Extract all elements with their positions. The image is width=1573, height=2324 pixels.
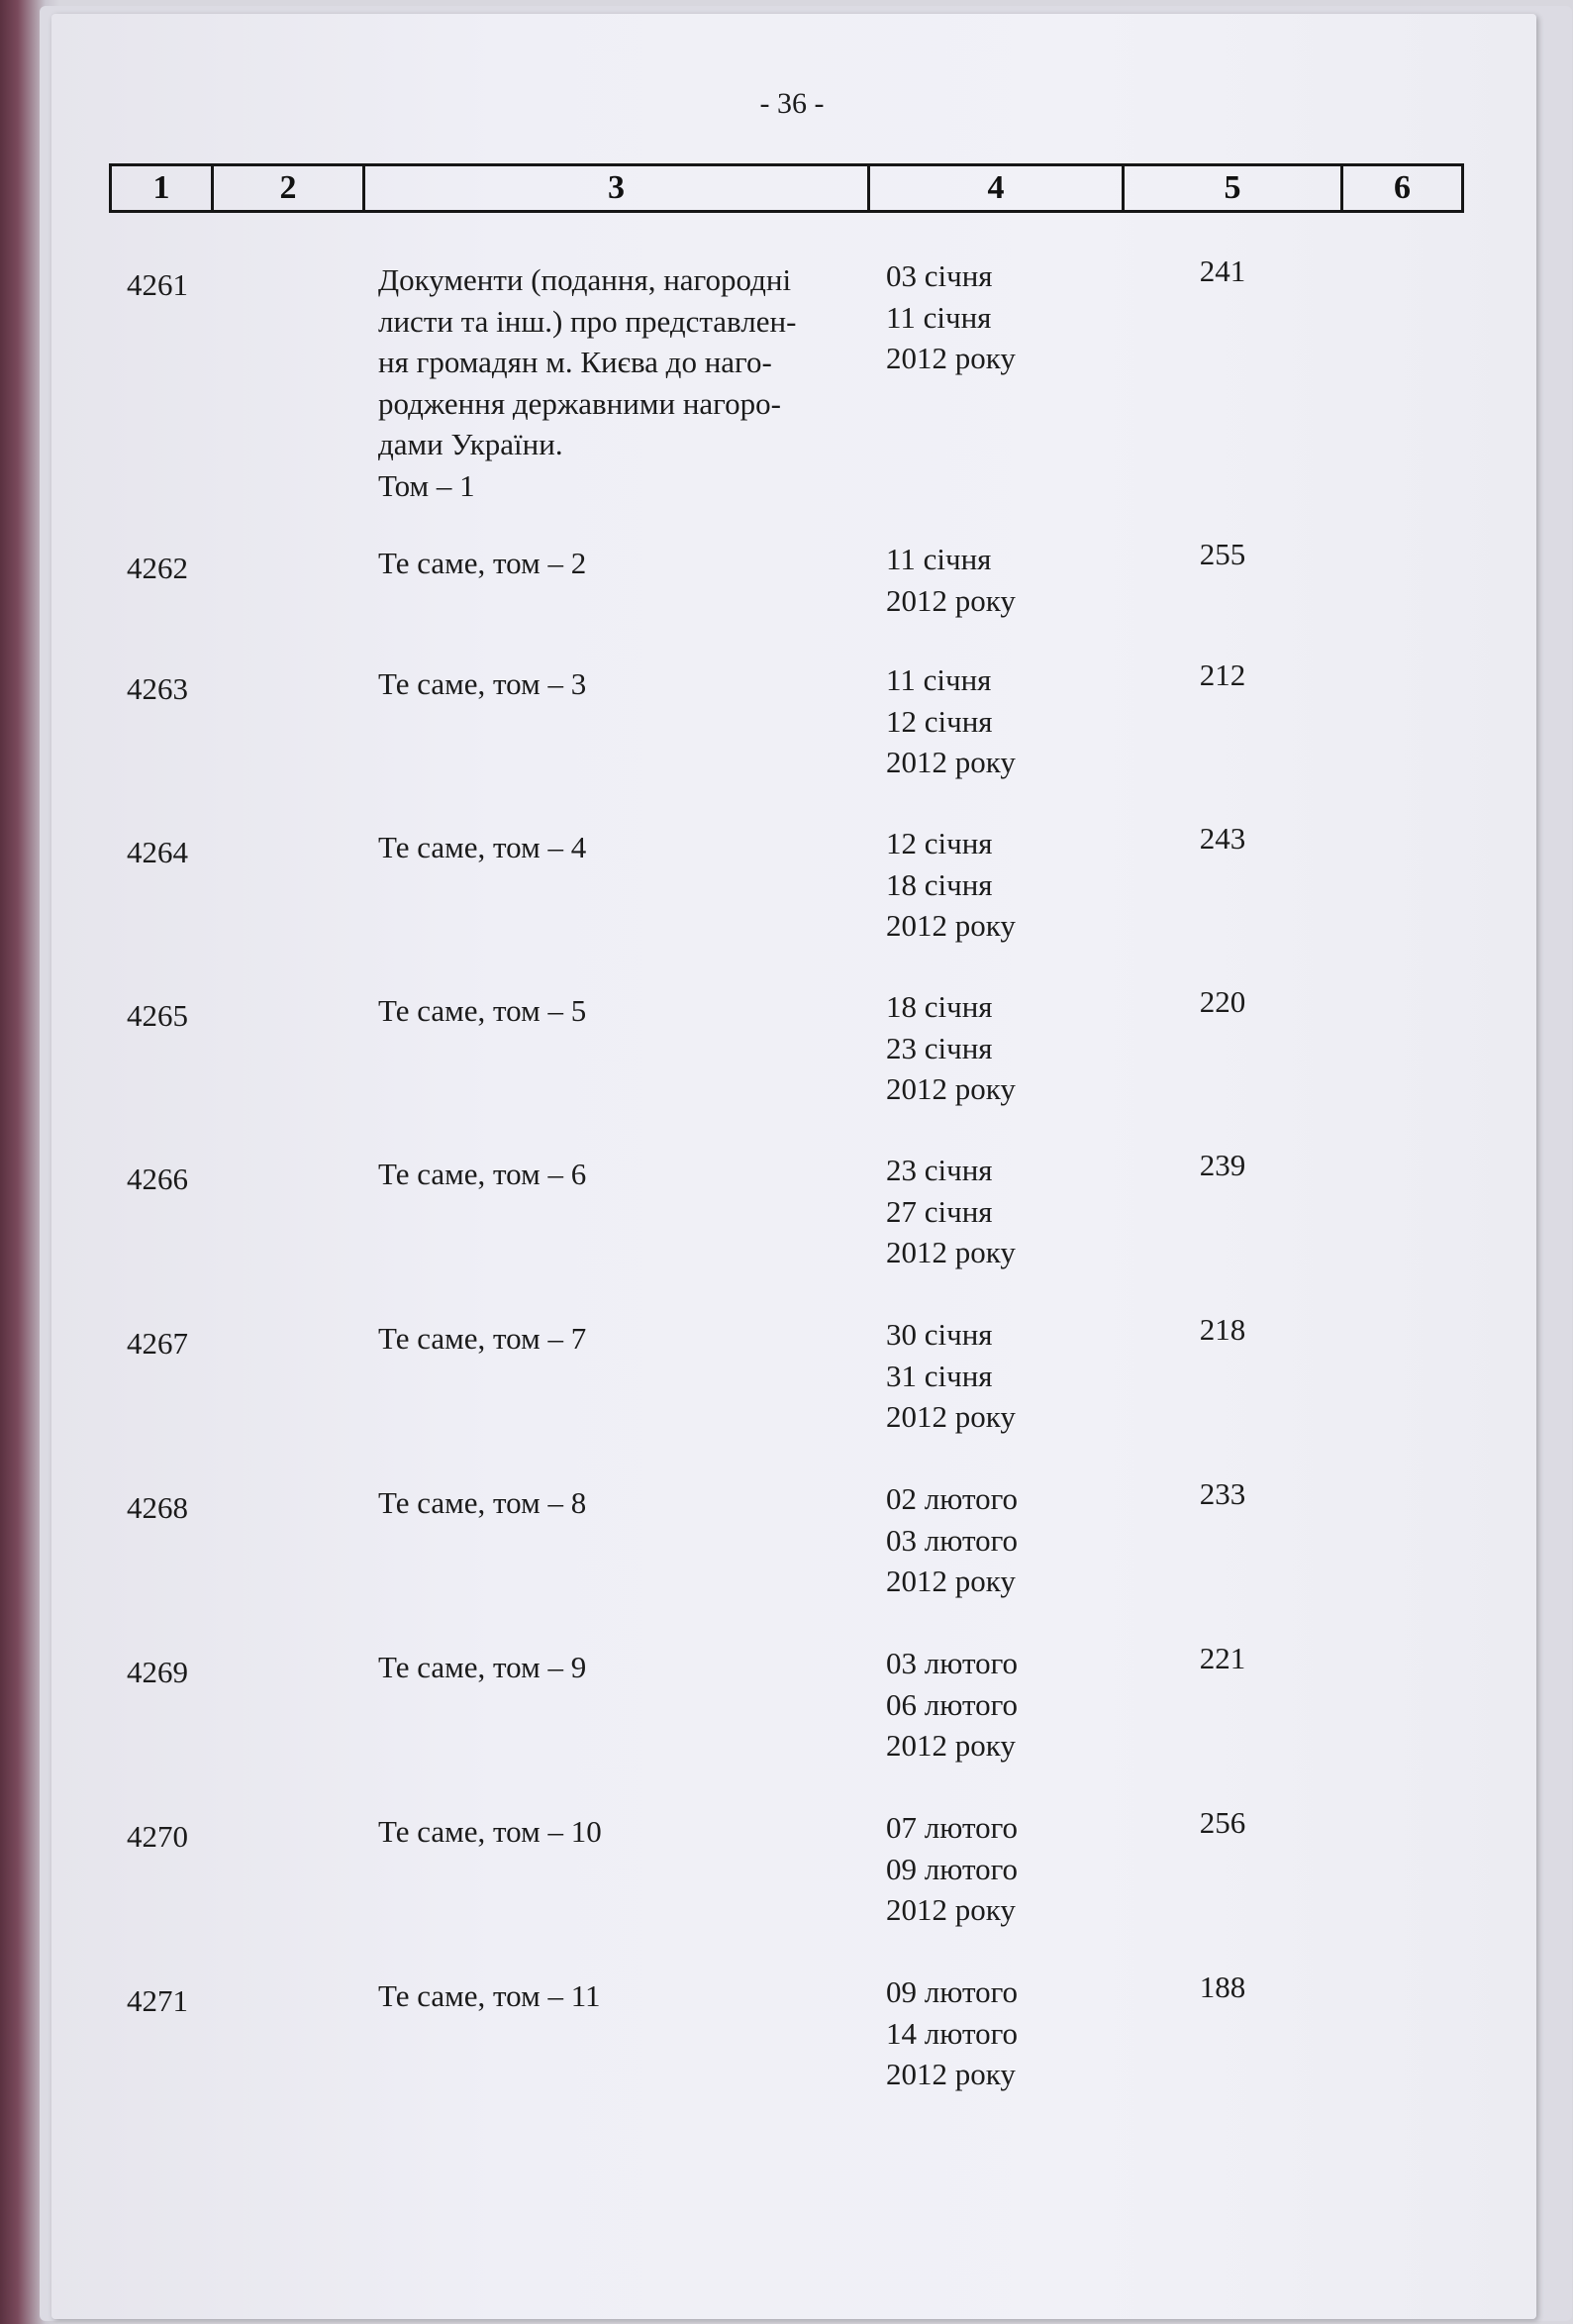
- date-line: 2012 року: [886, 1892, 1016, 1927]
- description-line: ня громадян м. Києва до наго-: [378, 345, 772, 379]
- row-number: 4265: [127, 998, 188, 1033]
- column-header-1: 1: [111, 165, 213, 212]
- column-header-3: 3: [364, 165, 869, 212]
- row-number: 4268: [127, 1490, 188, 1525]
- row-sheet-count: 221: [1199, 1641, 1246, 1675]
- row-number: 4263: [127, 671, 188, 706]
- row-description: [378, 1318, 873, 1360]
- description-line: Те саме, том – 3: [378, 666, 587, 701]
- row-dates: [886, 539, 1124, 621]
- date-line: 03 січня: [886, 258, 993, 293]
- description-line: Документи (подання, нагородні: [378, 262, 792, 297]
- description-line: Те саме, том – 8: [378, 1485, 587, 1520]
- row-sheet-count: 218: [1199, 1312, 1246, 1347]
- description-line: родження державними нагоро-: [378, 385, 781, 421]
- row-number: 4267: [127, 1326, 188, 1361]
- date-line: 2012 року: [886, 1728, 1016, 1763]
- date-line: 23 січня: [886, 1153, 993, 1187]
- description-line: Те саме, том – 2: [378, 546, 587, 580]
- date-line: 12 січня: [886, 703, 993, 739]
- date-line: 27 січня: [886, 1193, 993, 1229]
- date-line: 14 лютого: [886, 2015, 1019, 2051]
- row-sheet-count: 188: [1199, 1970, 1246, 2004]
- date-line: 02 лютого: [886, 1481, 1019, 1516]
- description-line: Те саме, том – 9: [378, 1650, 587, 1684]
- row-description: [378, 1154, 873, 1195]
- row-description: [378, 1975, 873, 2017]
- column-header-2: 2: [213, 165, 364, 212]
- row-dates: [886, 1478, 1124, 1602]
- column-header-6: 6: [1342, 165, 1463, 212]
- row-sheet-count: 256: [1199, 1805, 1246, 1840]
- date-line: 2012 року: [886, 1071, 1016, 1106]
- date-line: 12 січня: [886, 826, 993, 860]
- date-line: 2012 року: [886, 1564, 1016, 1598]
- column-header-4: 4: [869, 165, 1124, 212]
- date-line: 2012 року: [886, 2057, 1016, 2091]
- row-sheet-count: 220: [1199, 984, 1246, 1019]
- date-line: 11 січня: [886, 542, 992, 576]
- row-description: [378, 990, 873, 1032]
- date-line: 07 лютого: [886, 1810, 1019, 1845]
- date-line: 2012 року: [886, 582, 1016, 618]
- row-number: 4270: [127, 1819, 188, 1854]
- row-number: 4262: [127, 551, 188, 585]
- row-sheet-count: 243: [1199, 821, 1246, 856]
- column-header-5: 5: [1124, 165, 1342, 212]
- row-description: [378, 1482, 873, 1524]
- date-line: 2012 року: [886, 1235, 1016, 1269]
- date-line: 03 лютого: [886, 1522, 1019, 1558]
- row-dates: [886, 1150, 1124, 1273]
- row-number: 4266: [127, 1162, 188, 1196]
- description-line: Те саме, том – 11: [378, 1978, 601, 2013]
- description-line: Те саме, том – 5: [378, 993, 587, 1028]
- date-line: 11 січня: [886, 299, 992, 335]
- date-line: 18 січня: [886, 866, 993, 902]
- row-dates: [886, 659, 1124, 783]
- date-line: 09 лютого: [886, 1851, 1019, 1886]
- row-dates: [886, 986, 1124, 1110]
- row-number: 4261: [127, 267, 188, 302]
- page-number: - 36 -: [759, 87, 825, 120]
- row-number: 4271: [127, 1983, 188, 2018]
- row-number: 4269: [127, 1655, 188, 1689]
- row-dates: [886, 1807, 1124, 1931]
- date-line: 03 лютого: [886, 1646, 1019, 1680]
- row-description: [378, 827, 873, 868]
- description-line: Те саме, том – 4: [378, 830, 587, 864]
- row-dates: [886, 255, 1124, 379]
- row-sheet-count: 241: [1199, 253, 1246, 288]
- row-sheet-count: 239: [1199, 1148, 1246, 1182]
- row-description: [378, 1811, 873, 1853]
- row-description: [378, 663, 873, 705]
- row-number: 4264: [127, 835, 188, 869]
- date-line: 23 січня: [886, 1030, 993, 1065]
- date-line: 2012 року: [886, 745, 1016, 779]
- description-line: Том – 1: [378, 467, 475, 503]
- date-line: 2012 року: [886, 341, 1016, 375]
- row-description: [378, 543, 873, 584]
- description-line: Те саме, том – 6: [378, 1157, 587, 1191]
- row-dates: [886, 1314, 1124, 1438]
- date-line: 18 січня: [886, 989, 993, 1024]
- description-line: листи та інш.) про представлен-: [378, 303, 797, 339]
- date-line: 30 січня: [886, 1317, 993, 1352]
- row-sheet-count: 233: [1199, 1476, 1246, 1511]
- date-line: 09 лютого: [886, 1974, 1019, 2009]
- row-description: [378, 1647, 873, 1688]
- date-line: 31 січня: [886, 1358, 993, 1393]
- date-line: 2012 року: [886, 1399, 1016, 1434]
- description-line: Те саме, том – 7: [378, 1321, 587, 1356]
- date-line: 2012 року: [886, 908, 1016, 943]
- row-dates: [886, 823, 1124, 947]
- row-description: [378, 259, 873, 506]
- description-line: Те саме, том – 10: [378, 1814, 602, 1849]
- row-dates: [886, 1971, 1124, 2095]
- row-sheet-count: 212: [1199, 657, 1246, 692]
- row-dates: [886, 1643, 1124, 1767]
- row-sheet-count: 255: [1199, 537, 1246, 571]
- date-line: 06 лютого: [886, 1686, 1019, 1722]
- date-line: 11 січня: [886, 662, 992, 697]
- description-line: дами України.: [378, 427, 563, 461]
